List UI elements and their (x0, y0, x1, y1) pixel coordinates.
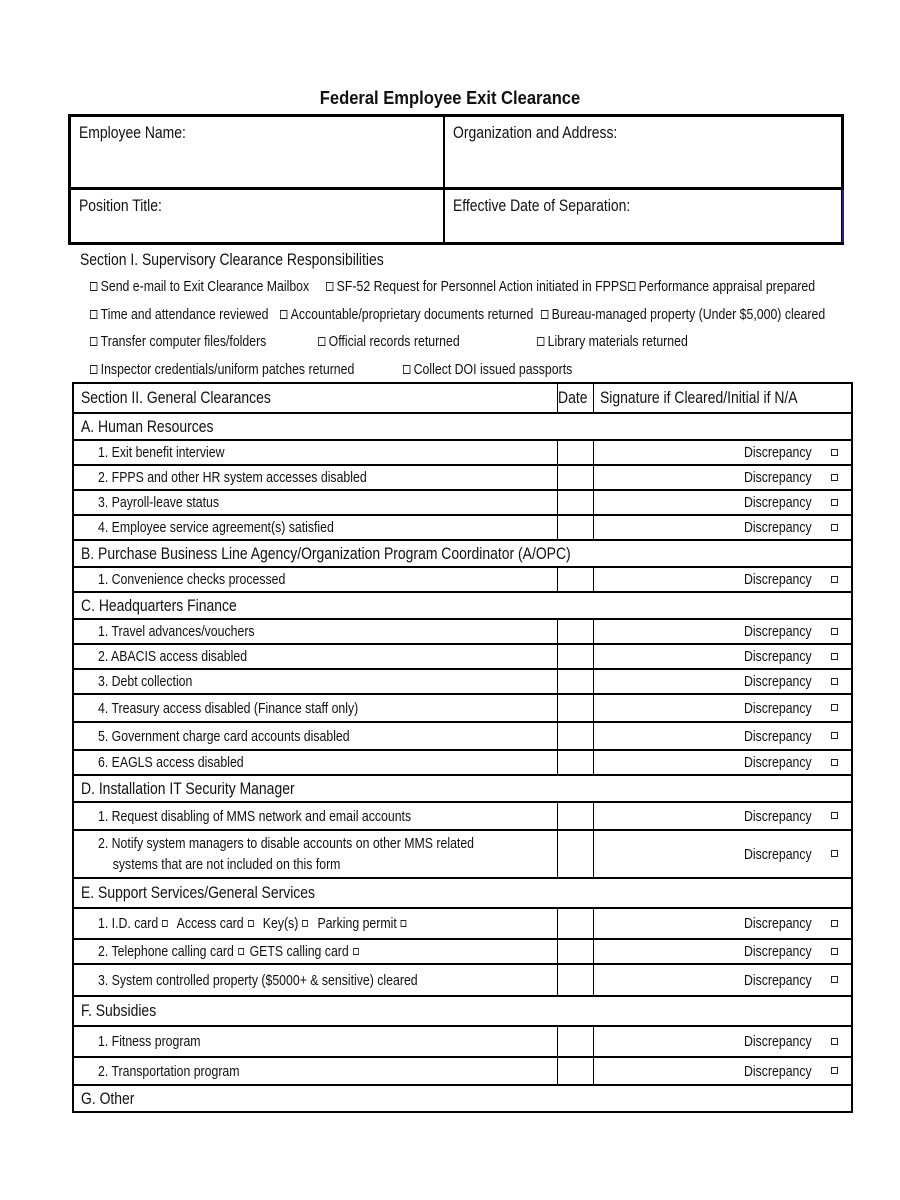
discrepancy-checkbox[interactable] (831, 628, 838, 635)
discrepancy-checkbox[interactable] (831, 812, 838, 819)
signature-input[interactable] (594, 802, 852, 830)
parking-permit-checkbox[interactable] (401, 920, 407, 927)
page-title: Federal Employee Exit Clearance (319, 88, 581, 108)
item-label: 2. Notify system managers to disable accounts on other MMS related systems that are not included on this form (73, 830, 557, 878)
header-signature: Signature if Cleared/Initial if N/A (594, 383, 852, 413)
signature-input[interactable] (594, 694, 852, 722)
header-section2: Section II. General Clearances (73, 383, 557, 413)
signature-input[interactable] (594, 567, 852, 592)
access-card-checkbox[interactable] (248, 920, 254, 927)
checkbox-icon[interactable] (537, 337, 544, 346)
group-support-services: E. Support Services/General Services (73, 878, 852, 908)
checkbox-icon[interactable] (90, 365, 97, 374)
item-label: 1. Travel advances/vouchers (73, 619, 557, 644)
discrepancy-checkbox[interactable] (831, 948, 838, 955)
general-clearances-table (72, 382, 853, 1113)
item-label: 2. FPPS and other HR system accesses disabled (73, 465, 557, 490)
date-input[interactable] (557, 964, 594, 996)
discrepancy-checkbox[interactable] (831, 678, 838, 685)
signature-input[interactable] (594, 1026, 852, 1057)
date-input[interactable] (557, 1057, 594, 1085)
checkbox-icon[interactable] (628, 282, 635, 291)
discrepancy-label: Discrepancy (743, 469, 812, 486)
discrepancy-checkbox[interactable] (831, 759, 838, 766)
employee-name-field[interactable] (71, 117, 445, 190)
checkbox-icon[interactable] (90, 282, 97, 291)
date-input[interactable] (557, 669, 594, 694)
discrepancy-checkbox[interactable] (831, 732, 838, 739)
effective-date-label: Effective Date of Separation: (453, 196, 631, 215)
discrepancy-label: Discrepancy (743, 915, 812, 932)
checkbox-time-attendance[interactable] (90, 306, 308, 323)
discrepancy-checkbox[interactable] (831, 524, 838, 531)
organization-address-field[interactable] (445, 117, 841, 190)
date-input[interactable] (557, 939, 594, 964)
checkbox-library-materials[interactable] (537, 333, 721, 350)
item-label: 3. Payroll-leave status (73, 490, 557, 515)
date-input[interactable] (557, 802, 594, 830)
signature-input[interactable] (594, 1057, 852, 1085)
item-label: 4. Treasury access disabled (Finance staff only) (73, 694, 557, 722)
date-input[interactable] (557, 694, 594, 722)
discrepancy-label: Discrepancy (743, 519, 812, 536)
date-input[interactable] (557, 619, 594, 644)
date-input[interactable] (557, 465, 594, 490)
discrepancy-checkbox[interactable] (831, 976, 838, 983)
organization-address-label: Organization and Address: (453, 123, 618, 142)
checkbox-label: Official records returned (328, 333, 460, 350)
discrepancy-checkbox[interactable] (831, 576, 838, 583)
date-input[interactable] (557, 722, 594, 750)
item-label: 3. System controlled property ($5000+ & sensitive) cleared (73, 964, 557, 996)
checkbox-label: Inspector credentials/uniform patches returned (100, 361, 355, 378)
checkbox-label: Performance appraisal prepared (638, 278, 816, 295)
group-purchase-business-line: B. Purchase Business Line Agency/Organization Program Coordinator (A/OPC) (73, 540, 852, 567)
item-label: 2. ABACIS access disabled (73, 644, 557, 669)
item-label: 1. Convenience checks processed (73, 567, 557, 592)
group-headquarters-finance: C. Headquarters Finance (73, 592, 852, 619)
employee-info-table (68, 114, 844, 245)
discrepancy-label: Discrepancy (743, 699, 812, 717)
date-input[interactable] (557, 440, 594, 465)
checkbox-icon[interactable] (90, 337, 97, 346)
signature-input[interactable] (594, 722, 852, 750)
checkbox-icon[interactable] (90, 310, 97, 319)
item-label: 1. I.D. card Access card Key(s) Parking permit (73, 908, 557, 939)
group-human-resources: A. Human Resources (73, 413, 852, 440)
checkbox-label: Library materials returned (547, 333, 688, 350)
signature-input[interactable] (594, 465, 852, 490)
discrepancy-checkbox[interactable] (831, 1038, 838, 1045)
signature-input[interactable] (594, 619, 852, 644)
item-label: 1. Fitness program (73, 1026, 557, 1057)
checkbox-label: Bureau-managed property (Under $5,000) cleared (551, 306, 826, 323)
discrepancy-label: Discrepancy (743, 673, 812, 690)
date-input[interactable] (557, 515, 594, 540)
date-input[interactable] (557, 644, 594, 669)
section1-title (80, 250, 450, 270)
discrepancy-label: Discrepancy (743, 971, 812, 989)
discrepancy-label: Discrepancy (743, 571, 812, 588)
checkbox-icon[interactable] (541, 310, 548, 319)
signature-input[interactable] (594, 644, 852, 669)
checkbox-label: Collect DOI issued passports (413, 361, 573, 378)
discrepancy-label: Discrepancy (743, 807, 812, 825)
position-title-label: Position Title: (79, 196, 162, 215)
discrepancy-label: Discrepancy (743, 623, 812, 640)
keys-checkbox[interactable] (302, 920, 308, 927)
discrepancy-label: Discrepancy (743, 727, 812, 745)
id-card-checkbox[interactable] (162, 920, 168, 927)
signature-input[interactable] (594, 669, 852, 694)
item-label: 3. Debt collection (73, 669, 557, 694)
checkbox-inspector-credentials[interactable] (90, 361, 412, 378)
date-input[interactable] (557, 830, 594, 878)
checkbox-label: Transfer computer files/folders (100, 333, 267, 350)
discrepancy-checkbox[interactable] (831, 850, 838, 857)
item-label: 2. Transportation program (73, 1057, 557, 1085)
date-input[interactable] (557, 567, 594, 592)
signature-input[interactable] (594, 830, 852, 878)
signature-input[interactable] (594, 515, 852, 540)
checkbox-official-records[interactable] (318, 333, 491, 350)
discrepancy-label: Discrepancy (743, 943, 812, 960)
discrepancy-label: Discrepancy (743, 845, 812, 863)
checkbox-icon[interactable] (318, 337, 325, 346)
employee-name-label: Employee Name: (79, 123, 186, 142)
discrepancy-label: Discrepancy (743, 1062, 812, 1080)
discrepancy-label: Discrepancy (743, 648, 812, 665)
section1-title-text: Section I. Supervisory Clearance Responsibilities (80, 250, 384, 269)
group-it-security-manager: D. Installation IT Security Manager (73, 775, 852, 802)
effective-date-field[interactable] (445, 190, 844, 242)
signature-input[interactable] (594, 939, 852, 964)
discrepancy-checkbox[interactable] (831, 474, 838, 481)
checkbox-icon[interactable] (403, 365, 410, 374)
item-label: 1. Exit benefit interview (73, 440, 557, 465)
checkbox-icon[interactable] (326, 282, 333, 291)
checkbox-performance-appraisal[interactable] (628, 278, 856, 295)
date-input[interactable] (557, 1026, 594, 1057)
header-date: Date (557, 383, 594, 413)
checkbox-label: Time and attendance reviewed (100, 306, 269, 323)
discrepancy-label: Discrepancy (743, 1033, 812, 1050)
date-input[interactable] (557, 490, 594, 515)
checkbox-label: SF-52 Request for Personnel Action initiated in FPPS (336, 278, 628, 295)
signature-input[interactable] (594, 440, 852, 465)
gets-card-checkbox[interactable] (353, 948, 359, 955)
discrepancy-label: Discrepancy (743, 754, 812, 771)
signature-input[interactable] (594, 908, 852, 939)
checkbox-icon[interactable] (280, 310, 287, 319)
checkbox-bureau-property[interactable] (541, 306, 888, 323)
checkbox-label: Send e-mail to Exit Clearance Mailbox (100, 278, 310, 295)
discrepancy-checkbox[interactable] (831, 653, 838, 660)
checkbox-doi-passports[interactable] (403, 361, 609, 378)
checkbox-transfer-files[interactable] (90, 333, 305, 350)
signature-input[interactable] (594, 490, 852, 515)
discrepancy-label: Discrepancy (743, 444, 812, 461)
signature-input[interactable] (594, 750, 852, 775)
discrepancy-label: Discrepancy (743, 494, 812, 511)
item-label: 6. EAGLS access disabled (73, 750, 557, 775)
item-label: 2. Telephone calling card GETS calling card (73, 939, 557, 964)
item-label: 5. Government charge card accounts disabled (73, 722, 557, 750)
discrepancy-checkbox[interactable] (831, 499, 838, 506)
item-label: 1. Request disabling of MMS network and email accounts (73, 802, 557, 830)
date-input[interactable] (557, 750, 594, 775)
discrepancy-checkbox[interactable] (831, 1067, 838, 1074)
group-subsidies: F. Subsidies (73, 996, 852, 1026)
item-label: 4. Employee service agreement(s) satisfied (73, 515, 557, 540)
group-other: G. Other (73, 1085, 852, 1112)
checkbox-label: Accountable/proprietary documents returned (290, 306, 534, 323)
discrepancy-checkbox[interactable] (831, 449, 838, 456)
position-title-field[interactable] (71, 190, 445, 242)
telephone-card-checkbox[interactable] (238, 948, 244, 955)
checkbox-send-email[interactable] (90, 278, 357, 295)
discrepancy-checkbox[interactable] (831, 920, 838, 927)
discrepancy-checkbox[interactable] (831, 704, 838, 711)
date-input[interactable] (557, 908, 594, 939)
signature-input[interactable] (594, 964, 852, 996)
